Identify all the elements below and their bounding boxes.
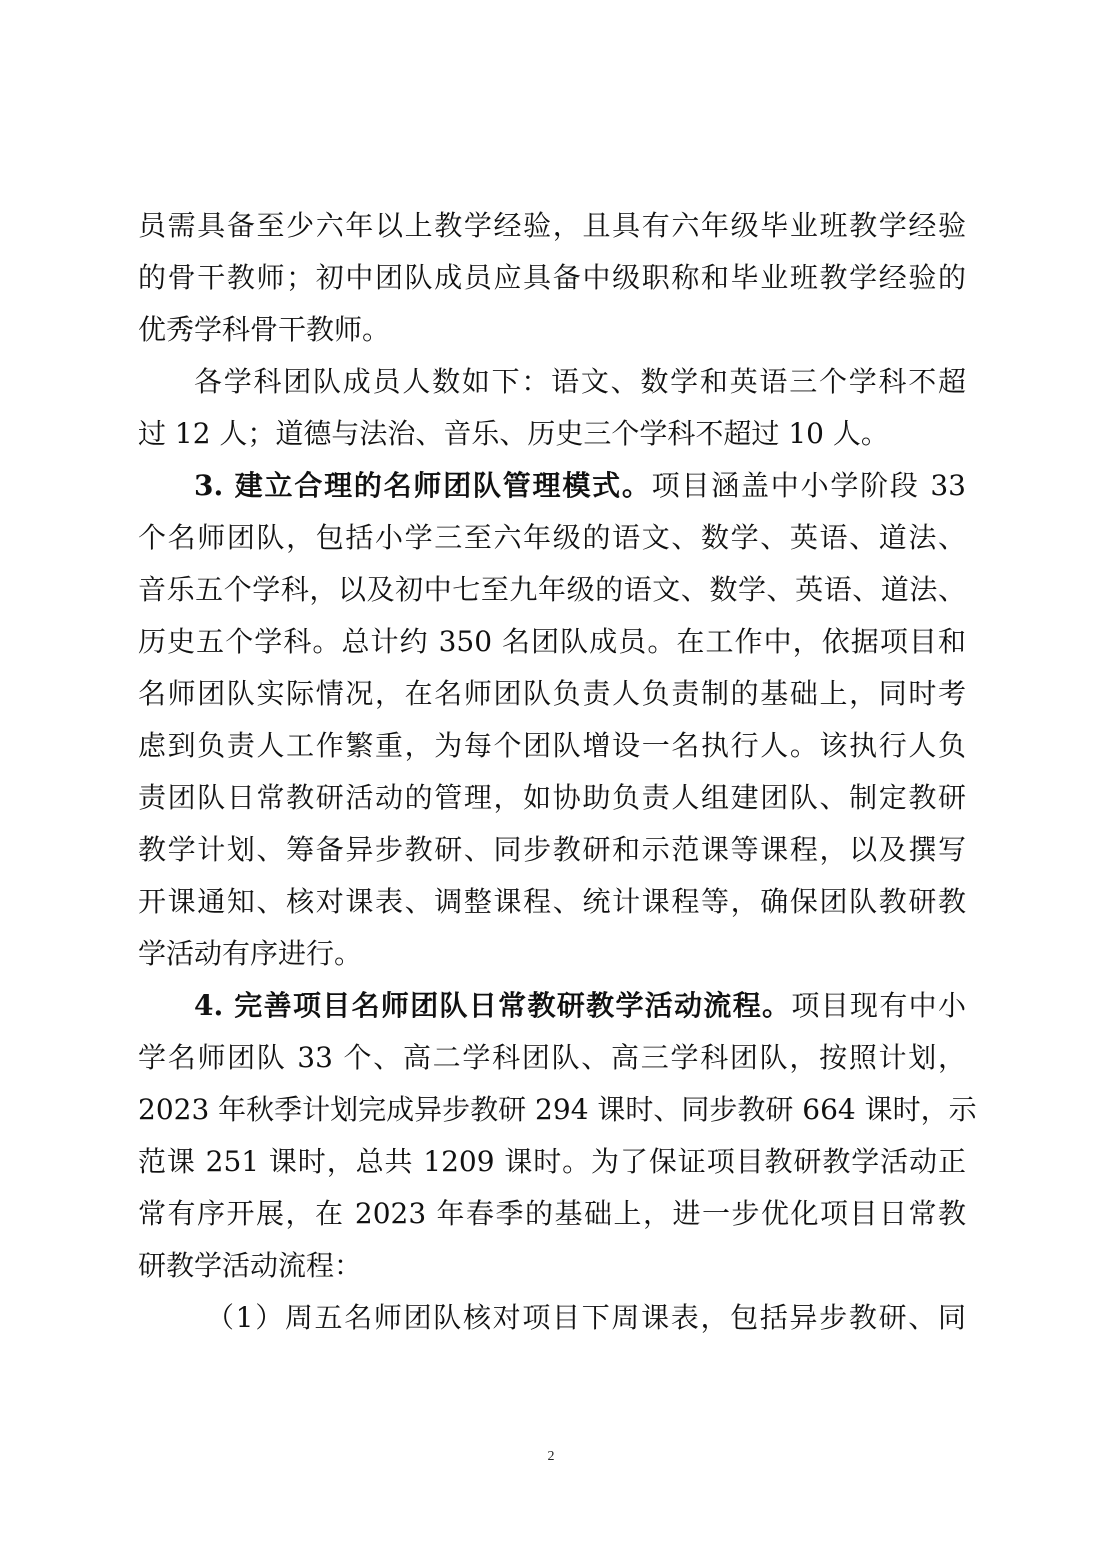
text-line: 员需具备至少六年以上教学经验，且具有六年级毕业班教学经验 <box>138 209 966 242</box>
text-line: 名师团队实际情况，在名师团队负责人负责制的基础上，同时考 <box>138 677 966 710</box>
text-line: 学名师团队 33 个、高二学科团队、高三学科团队，按照计划， <box>138 1041 966 1074</box>
text-line: 个名师团队，包括小学三至六年级的语文、数学、英语、道法、 <box>138 521 966 554</box>
paragraph-step-1 <box>138 1292 966 1344</box>
section-heading-3: 3. 建立合理的名师团队管理模式。 <box>194 469 652 502</box>
text-line: 历史五个学科。总计约 350 名团队成员。在工作中，依据项目和 <box>138 625 966 658</box>
paragraph-team-requirements <box>138 200 966 356</box>
text-line <box>138 980 966 1032</box>
text-line: 2023 年秋季计划完成异步教研 294 课时、同步教研 664 课时，示 <box>138 1093 977 1126</box>
text-line: 过 12 人；道德与法治、音乐、历史三个学科不超过 10 人。 <box>138 417 889 450</box>
text-line <box>138 460 966 512</box>
text-line: 各学科团队成员人数如下：语文、数学和英语三个学科不超 <box>194 365 966 398</box>
text-line: 教学计划、筹备异步教研、同步教研和示范课等课程，以及撰写 <box>138 833 966 866</box>
text-line: 优秀学科骨干教师。 <box>138 313 391 346</box>
text-line: 音乐五个学科，以及初中七至九年级的语文、数学、英语、道法、 <box>138 573 966 606</box>
page-number: 2 <box>547 1449 555 1464</box>
text-line: （1）周五名师团队核对项目下周课表，包括异步教研、同 <box>206 1301 966 1334</box>
text-span: 项目涵盖中小学阶段 33 <box>651 469 966 502</box>
text-line: 责团队日常教研活动的管理，如协助负责人组建团队、制定教研 <box>138 781 966 814</box>
text-line: 范课 251 课时，总共 1209 课时。为了保证项目教研教学活动正 <box>138 1145 966 1178</box>
text-line: 的骨干教师；初中团队成员应具备中级职称和毕业班教学经验的 <box>138 261 966 294</box>
section-heading-4: 4. 完善项目名师团队日常教研教学活动流程。 <box>194 989 792 1022</box>
text-line: 常有序开展，在 2023 年春季的基础上，进一步优化项目日常教 <box>138 1197 966 1230</box>
paragraph-management-model <box>138 460 966 980</box>
document-body <box>138 200 977 1344</box>
paragraph-activity-process <box>138 980 977 1292</box>
text-line: 开课通知、核对课表、调整课程、统计课程等，确保团队教研教 <box>138 885 966 918</box>
paragraph-team-size <box>138 356 966 460</box>
text-line: 虑到负责人工作繁重，为每个团队增设一名执行人。该执行人负 <box>138 729 966 762</box>
text-span: 项目现有中小 <box>791 989 966 1022</box>
text-line: 研教学活动流程： <box>138 1249 363 1282</box>
text-line: 学活动有序进行。 <box>138 937 363 970</box>
